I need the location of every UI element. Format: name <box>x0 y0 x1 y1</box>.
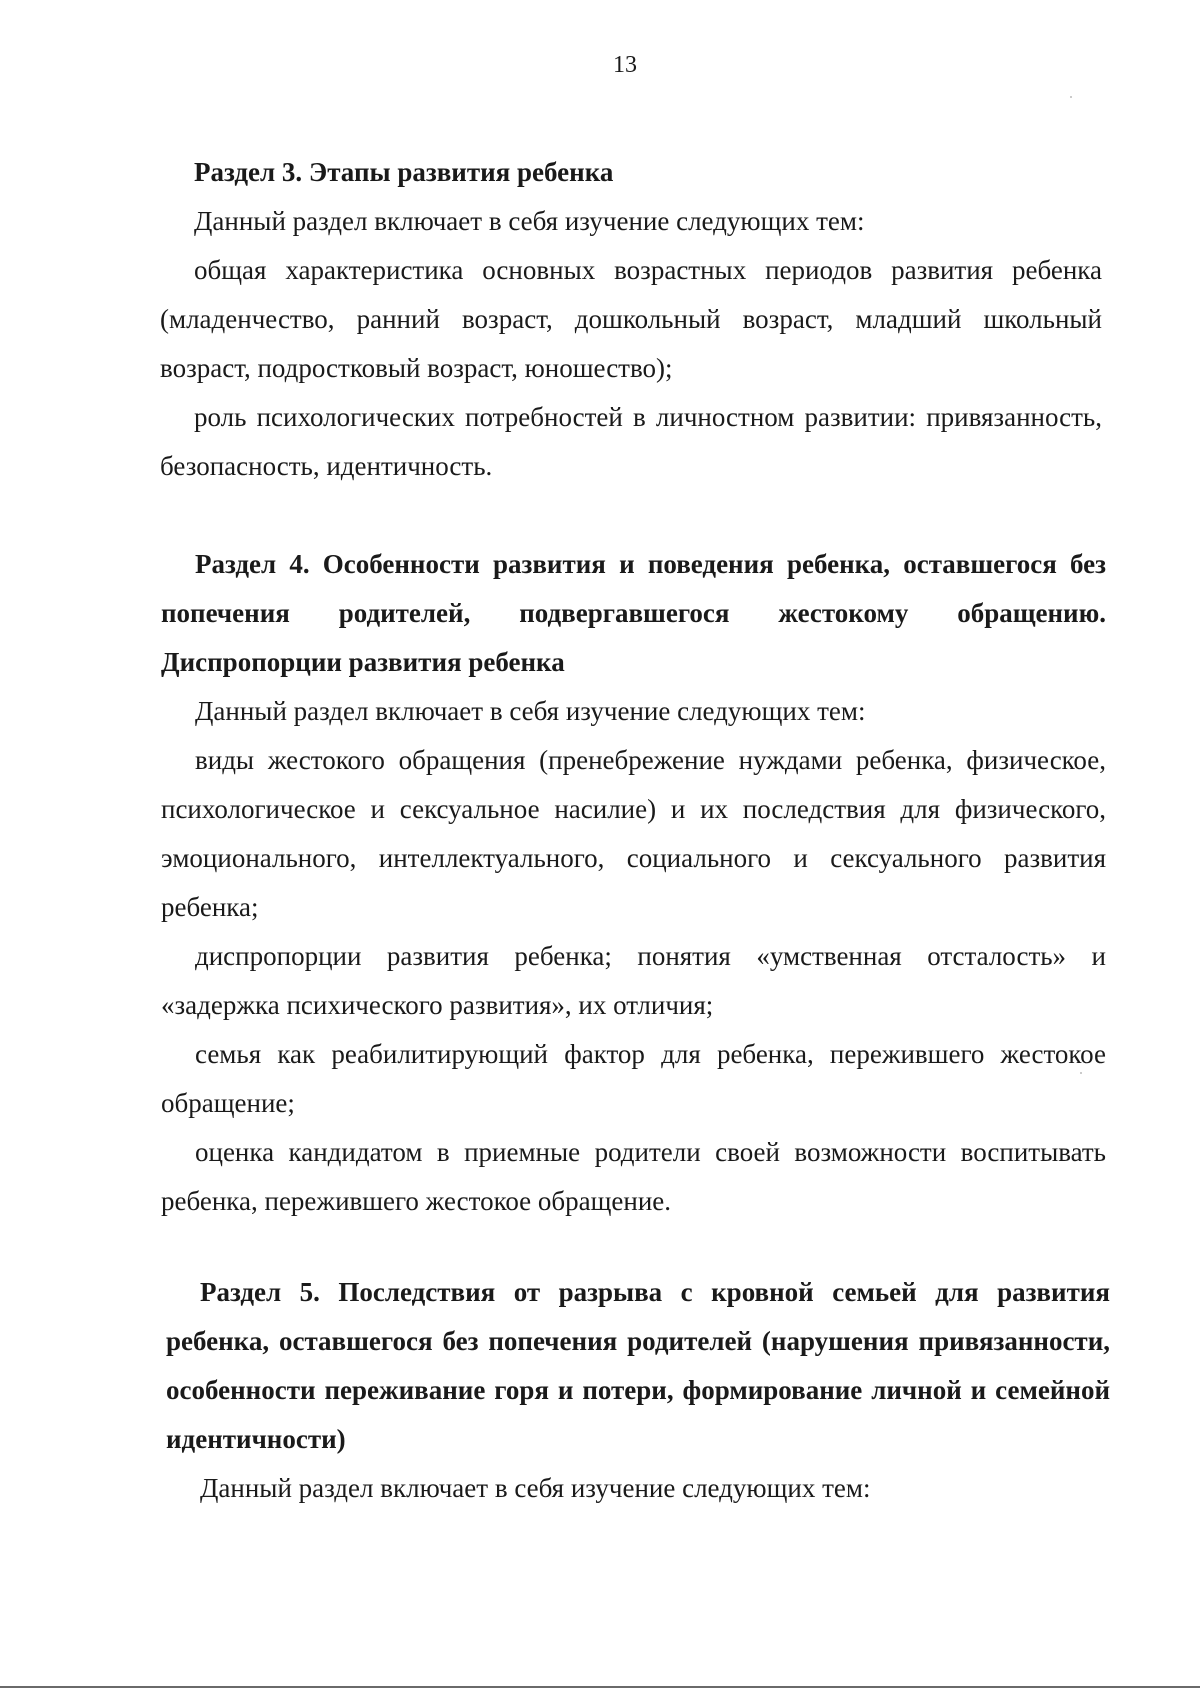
section-3-intro: Данный раздел включает в себя изучение следующих тем: <box>194 206 865 236</box>
section-4 <box>161 540 1106 1226</box>
scan-speck <box>1070 96 1072 98</box>
section-3-title: Раздел 3. Этапы развития ребенка <box>194 157 614 187</box>
section-4-intro: Данный раздел включает в себя изучение следующих тем: <box>195 696 866 726</box>
section-4-item-2: диспропорции развития ребенка; понятия «умственная отсталость» и «задержка психического развития», их отличия; <box>161 941 1106 1020</box>
section-4-item-1: виды жестокого обращения (пренебрежение нуждами ребенка, физическое, психологическое и сексуальное насилие) и их последствия для физического, эмоционального, интеллектуального, социального и сексуального развития ребенка; <box>161 745 1106 922</box>
section-3-item-2: роль психологических потребностей в личностном развитии: привязанность, безопасность, идентичность. <box>160 402 1102 481</box>
section-3 <box>160 148 1102 491</box>
page-number: 13 <box>613 52 637 78</box>
scan-speck <box>1080 1072 1082 1074</box>
section-4-title: Раздел 4. Особенности развития и поведения ребенка, оставшегося без попечения родителей, подвергавшегося жестокому обращению. Диспропорции развития ребенка <box>161 549 1106 677</box>
section-3-item-1: общая характеристика основных возрастных периодов развития ребенка (младенчество, ранний возраст, дошкольный возраст, младший школьный возраст, подростковый возраст, юношество); <box>160 255 1102 383</box>
section-5 <box>166 1268 1110 1513</box>
scan-edge-line <box>0 1686 1200 1688</box>
section-5-title: Раздел 5. Последствия от разрыва с кровной семьей для развития ребенка, оставшегося без попечения родителей (нарушения привязанности, особенности переживание горя и потери, формирование личной и семейной идентичности) <box>166 1277 1110 1454</box>
section-5-intro: Данный раздел включает в себя изучение следующих тем: <box>200 1473 871 1503</box>
section-4-item-3: семья как реабилитирующий фактор для ребенка, пережившего жестокое обращение; <box>161 1039 1106 1118</box>
section-4-item-4: оценка кандидатом в приемные родители своей возможности воспитывать ребенка, пережившего жестокое обращение. <box>161 1137 1106 1216</box>
